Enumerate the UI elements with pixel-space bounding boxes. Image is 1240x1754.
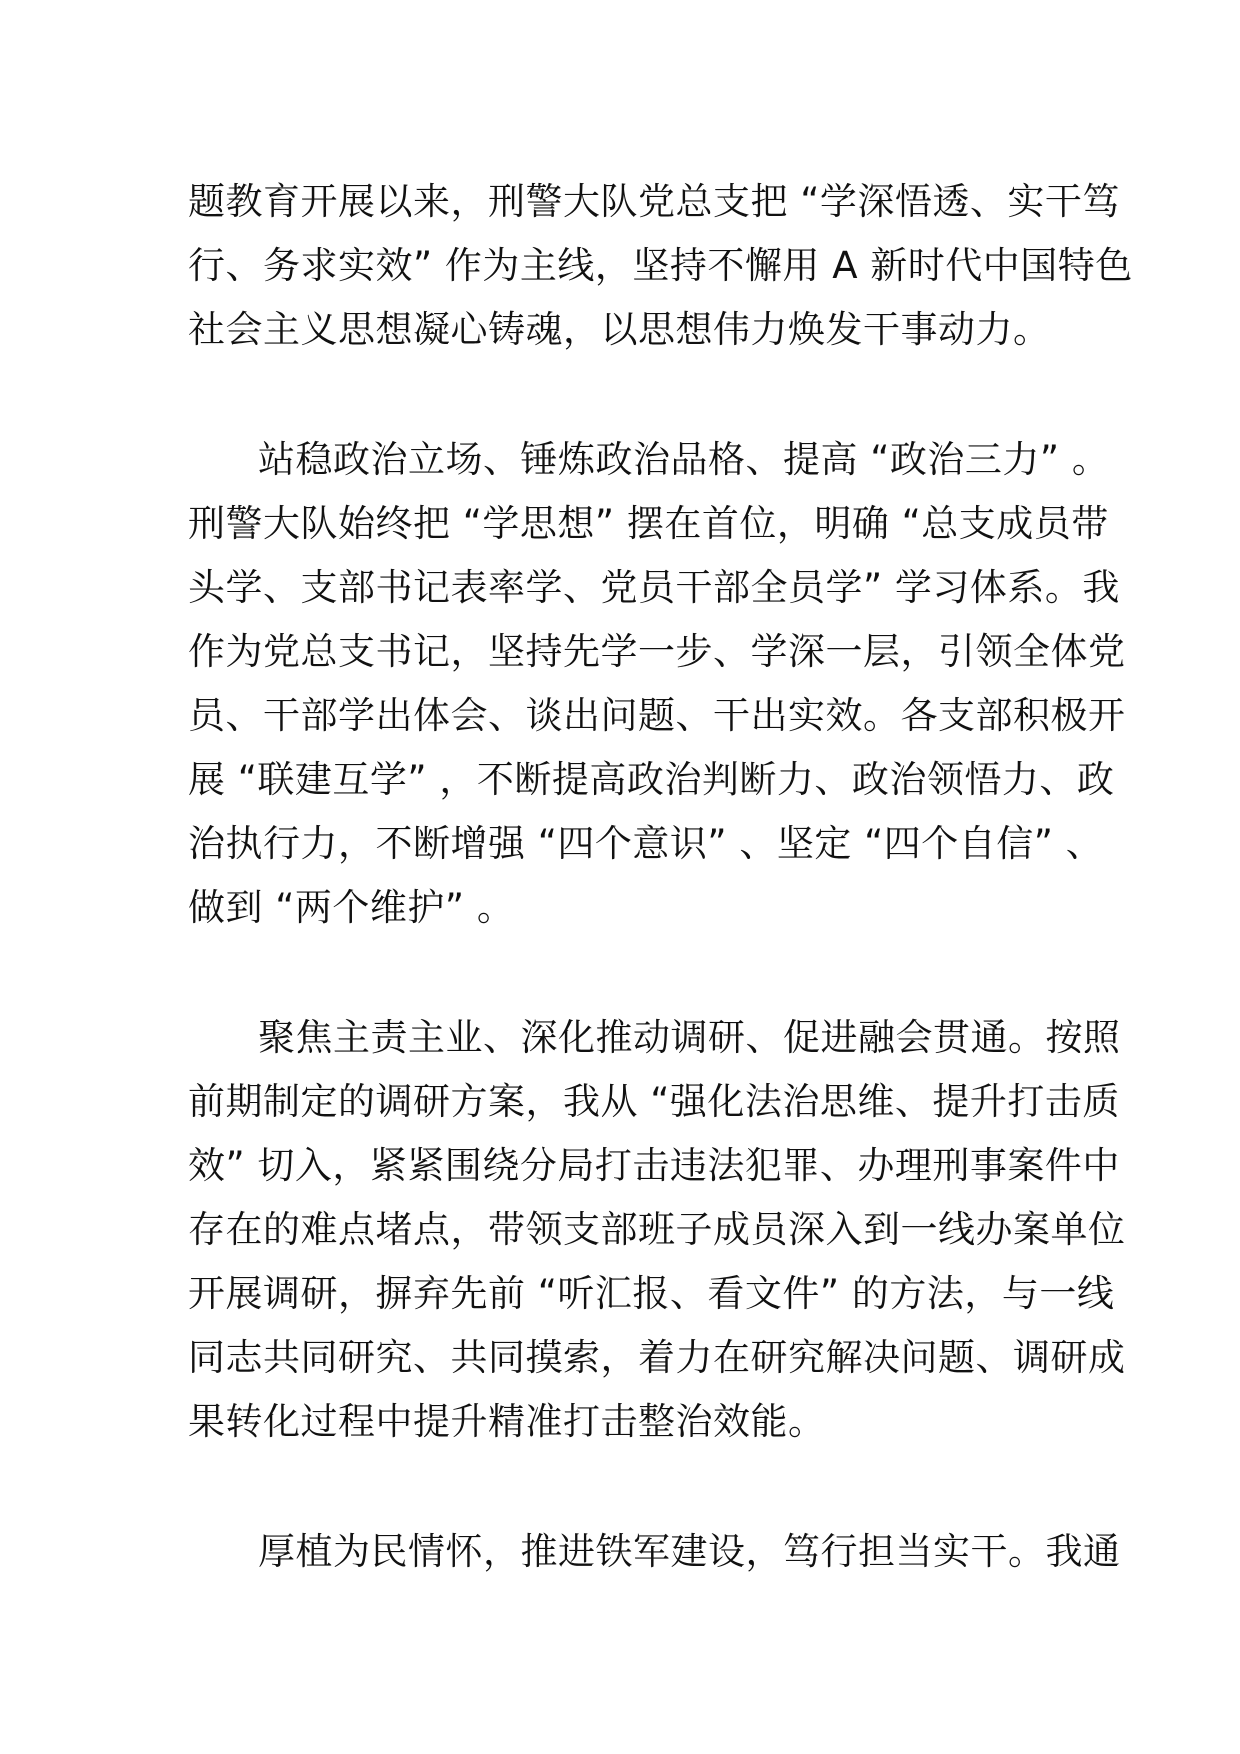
paragraph-1-line-2: 行、务求实效” 作为主线，坚持不懈用 A 新时代中国特色 <box>188 244 1133 287</box>
paragraph-2-line-7: 治执行力，不断增强 “四个意识” 、坚定 “四个自信” 、 <box>188 822 1104 865</box>
paragraph-3 <box>188 1006 1126 1454</box>
paragraph-2-line-6: 展 “联建互学” ，不断提高政治判断力、政治领悟力、政 <box>188 758 1115 801</box>
paragraph-3-line-2: 前期制定的调研方案，我从 “强化法治思维、提升打击质 <box>188 1080 1120 1123</box>
paragraph-4 <box>188 1520 1121 1584</box>
paragraph-3-line-4: 存在的难点堵点，带领支部班子成员深入到一线办案单位 <box>188 1208 1126 1251</box>
paragraph-gap <box>188 1454 1058 1520</box>
paragraph-gap <box>188 940 1058 1006</box>
paragraph-4-line-1: 厚植为民情怀，推进铁军建设，笃行担当实干。我通 <box>258 1530 1121 1573</box>
paragraph-1-line-3: 社会主义思想凝心铸魂，以思想伟力焕发干事动力。 <box>188 308 1051 351</box>
paragraph-2-line-8: 做到 “两个维护” 。 <box>188 886 515 929</box>
paragraph-2-line-5: 员、干部学出体会、谈出问题、干出实效。各支部积极开 <box>188 694 1126 737</box>
paragraph-2-line-2: 刑警大队始终把 “学思想” 摆在首位，明确 “总支成员带 <box>188 502 1109 545</box>
paragraph-2-line-1: 站稳政治立场、锤炼政治品格、提高 “政治三力” 。 <box>258 438 1110 481</box>
paragraph-3-line-7: 果转化过程中提升精准打击整治效能。 <box>188 1400 826 1443</box>
document-body <box>188 170 1133 1584</box>
paragraph-1-line-1: 题教育开展以来，刑警大队党总支把 “学深悟透、实干笃 <box>188 180 1120 223</box>
paragraph-3-line-5: 开展调研，摒弃先前 “听汇报、看文件” 的方法，与一线 <box>188 1272 1115 1315</box>
paragraph-3-line-3: 效” 切入，紧紧围绕分局打击违法犯罪、办理刑事案件中 <box>188 1144 1120 1187</box>
paragraph-2-line-3: 头学、支部书记表率学、党员干部全员学” 学习体系。我 <box>188 566 1120 609</box>
paragraph-2-line-4: 作为党总支书记，坚持先学一步、学深一层，引领全体党 <box>188 630 1126 673</box>
paragraph-1 <box>188 170 1133 362</box>
paragraph-2 <box>188 428 1126 940</box>
paragraph-3-line-1: 聚焦主责主业、深化推动调研、促进融会贯通。按照 <box>258 1016 1121 1059</box>
paragraph-gap <box>188 362 1058 428</box>
paragraph-3-line-6: 同志共同研究、共同摸索，着力在研究解决问题、调研成 <box>188 1336 1126 1379</box>
